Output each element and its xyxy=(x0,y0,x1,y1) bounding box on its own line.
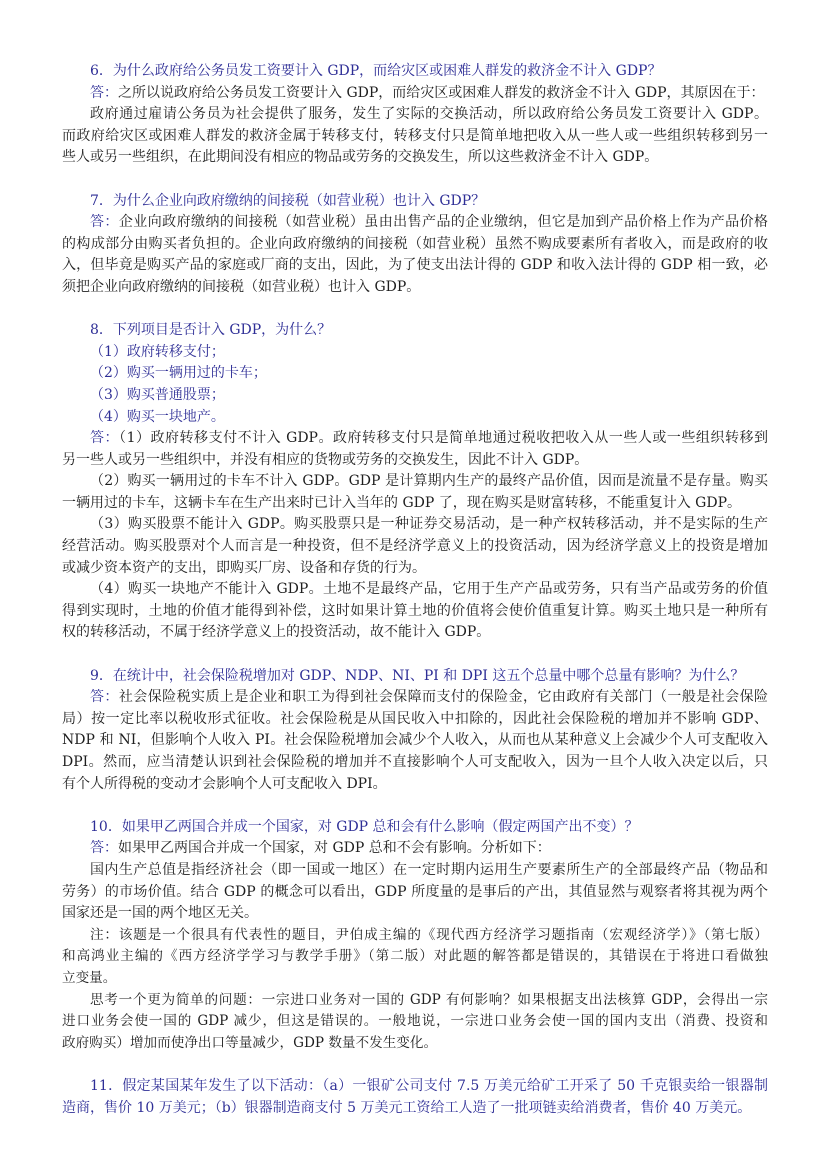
line-text: 进口业务会使一国的 GDP 减少，但这是错误的。一般地说，一宗进口业务会使一国的国内支出（消费、投资和 xyxy=(62,1013,768,1030)
answer-paragraph xyxy=(62,428,768,471)
line-text: 之所以说政府给公务员发工资要计入 GDP，而给灾区或困难人群发的救济金不计入 GDP，其原因在于： xyxy=(118,84,765,101)
text-line xyxy=(62,709,768,731)
line-text: DPI。然而，应当清楚认识到社会保险税的增加并不直接影响个人可支配收入，因为一旦个人收入决定以后，只 xyxy=(62,754,768,770)
text-line xyxy=(62,666,768,688)
line-text: 6．为什么政府给公务员发工资要计入 GDP，而给灾区或困难人群发的救济金不计入 GDP？ xyxy=(90,63,662,79)
line-text: 立变量。 xyxy=(62,969,117,986)
line-text: 7．为什么企业向政府缴纳的间接税（如营业税）也计入 GDP？ xyxy=(90,192,486,209)
text-line xyxy=(62,687,768,709)
line-text: 注：该题是一个很具有代表性的题目，尹伯成主编的《现代西方经济学习题指南（宏观经济学）》（第七版） xyxy=(90,926,768,943)
text-line xyxy=(62,234,768,256)
text-line xyxy=(62,968,768,990)
line-text: 入，但毕竟是购买产品的家庭或厂商的支出，因此，为了使支出法计得的 GDP 和收入法计得的 GDP 相一致，必 xyxy=(62,257,768,274)
text-line xyxy=(62,147,768,169)
answer-label: 答： xyxy=(90,430,120,447)
answer-paragraph xyxy=(62,514,768,579)
question-section xyxy=(62,1076,768,1119)
line-text: （1）政府转移支付不计入 GDP。政府转移支付只是简单地通过税收把收入从一些人或一些组织转移到 xyxy=(119,430,769,447)
line-text: 9．在统计中，社会保险税增加对 GDP、NDP、NI、PI 和 DPI 这五个总量中哪个总量有影响？为什么？ xyxy=(90,667,745,684)
question-section xyxy=(62,817,768,1055)
text-line xyxy=(62,385,768,407)
line-text: 须把企业向政府缴纳的间接税（如营业税）也计入 GDP。 xyxy=(62,278,421,295)
text-line xyxy=(62,860,768,882)
answer-label: 答： xyxy=(90,214,119,231)
text-line xyxy=(62,191,768,213)
question-text xyxy=(62,407,768,429)
text-line xyxy=(62,1076,768,1098)
answer-label: 答： xyxy=(90,689,119,706)
text-line xyxy=(62,817,768,839)
text-line xyxy=(62,493,768,515)
question-text xyxy=(62,342,768,364)
line-text: 劳务）的市场价值。结合 GDP 的概念可以看出，GDP 所度量的是事后的产出，其值显然与观察者将其视为两个 xyxy=(62,883,768,900)
answer-paragraph xyxy=(62,838,768,860)
question-text xyxy=(62,666,768,688)
line-text: 一辆用过的卡车，这辆卡车在生产出来时已计入当年的 GDP 了，现在购买是财富转移，不能重复计入 GDP。 xyxy=(62,494,742,511)
line-text: 而政府给灾区或困难人群发的救济金属于转移支付，转移支付只是简单地把收入从一些人或一些组织转移到另一 xyxy=(62,127,768,144)
line-text: 权的转移活动，不属于经济学意义上的投资活动，故不能计入 GDP。 xyxy=(62,624,491,641)
line-text: 造商，售价 10 万美元；（b）银器制造商支付 5 万美元工资给工人造了一批项链卖给消费者，售价 40 万美元。 xyxy=(62,1099,752,1116)
text-line xyxy=(62,601,768,623)
question-text xyxy=(62,61,768,83)
line-text: 另一些人或另一些组织中，并没有相应的货物或劳务的交换发生，因此不计入 GDP。 xyxy=(62,451,589,468)
text-line xyxy=(62,104,768,126)
line-text: 国家还是一国的两个地区无关。 xyxy=(62,905,258,922)
answer-paragraph xyxy=(62,83,768,105)
line-text: 企业向政府缴纳的间接税（如营业税）虽由出售产品的企业缴纳，但它是加到产品价格上作为产品价格 xyxy=(118,214,769,231)
text-line xyxy=(62,342,768,364)
text-line xyxy=(62,514,768,536)
line-text: 局）按一定比率以税收形式征收。社会保险税是从国民收入中扣除的，因此社会保险税的增加并不影响 GDP、 xyxy=(62,710,768,727)
text-line xyxy=(62,925,768,947)
question-text xyxy=(62,385,768,407)
text-line xyxy=(62,407,768,429)
document-page xyxy=(62,61,768,1141)
text-line xyxy=(62,255,768,277)
answer-paragraph xyxy=(62,471,768,514)
text-line xyxy=(62,212,768,234)
text-line xyxy=(62,471,768,493)
question-text xyxy=(62,363,768,385)
text-line xyxy=(62,1011,768,1033)
line-text: 如果甲乙两国合并成一个国家，对 GDP 总和不会有影响。分析如下： xyxy=(118,840,551,857)
question-section xyxy=(62,61,768,169)
line-text: 有个人所得税的变动才会影响个人可支配收入 DPI。 xyxy=(62,775,387,792)
line-text: 8．下列项目是否计入 GDP，为什么？ xyxy=(90,322,332,339)
line-text: 些人或另一些组织，在此期间没有相应的物品或劳务的交换发生，所以这些救济金不计入 GDP。 xyxy=(62,149,659,166)
line-text: 经营活动。购买股票对个人而言是一种投资，但不是经济学意义上的投资活动，因为经济学意义上的投资是增加 xyxy=(62,538,768,555)
line-text: （3）购买股票不能计入 GDP。购买股票只是一种证券交易活动，是一种产权转移活动，并不是实际的生产 xyxy=(90,516,768,533)
text-line xyxy=(62,1033,768,1055)
text-line xyxy=(62,1098,768,1120)
text-line xyxy=(62,277,768,299)
answer-label: 答： xyxy=(90,840,118,857)
text-line xyxy=(62,61,768,83)
question-text xyxy=(62,817,768,839)
line-text: （4）购买一块地产不能计入 GDP。土地不是最终产品，它用于生产产品或劳务，只有当产品或劳务的价值 xyxy=(90,581,768,598)
line-text: 思考一个更为简单的问题：一宗进口业务对一国的 GDP 有何影响？如果根据支出法核算 GDP，会得出一宗 xyxy=(90,991,768,1008)
text-line xyxy=(62,730,768,752)
answer-paragraph xyxy=(62,104,768,169)
text-line xyxy=(62,363,768,385)
note-paragraph xyxy=(62,925,768,990)
line-text: 得到实现时，土地的价值才能得到补偿，这时如果计算土地的价值将会使价值重复计算。购买土地只是一种所有 xyxy=(62,602,768,619)
line-text: （3）购买普通股票； xyxy=(90,386,225,403)
line-text: 或减少资本资产的支出，即购买厂房、设备和存货的行为。 xyxy=(62,559,426,576)
line-text: 11．假定某国某年发生了以下活动：（a）一银矿公司支付 7.5 万美元给矿工开采了 50 千克银卖给一银器制 xyxy=(90,1077,768,1094)
text-line xyxy=(62,126,768,148)
line-text: 10．如果甲乙两国合并成一个国家，对 GDP 总和会有什么影响（假定两国产出不变）？ xyxy=(90,818,639,835)
answer-paragraph xyxy=(62,579,768,644)
text-line xyxy=(62,83,768,105)
text-line xyxy=(62,579,768,601)
answer-paragraph xyxy=(62,860,768,925)
text-line xyxy=(62,838,768,860)
text-line xyxy=(62,536,768,558)
question-text xyxy=(62,1076,768,1119)
question-text xyxy=(62,320,768,342)
line-text: 政府购买）增加而使净出口等量减少，GDP 数量不发生变化。 xyxy=(62,1034,438,1051)
answer-label: 答： xyxy=(90,84,118,101)
question-section xyxy=(62,320,768,644)
text-line xyxy=(62,752,768,774)
line-text: NDP 和 NI，但影响个人收入 PI。社会保险税增加会减少个人收入，从而也从某种意义上会减少个人可支配收入 xyxy=(62,732,768,749)
line-text: （2）购买一辆用过的卡车不计入 GDP。GDP 是计算期内生产的最终产品价值，因而是流量不是存量。购买 xyxy=(90,473,768,490)
text-line xyxy=(62,990,768,1012)
question-text xyxy=(62,191,768,213)
note-paragraph xyxy=(62,990,768,1055)
text-line xyxy=(62,558,768,580)
text-line xyxy=(62,428,768,450)
line-text: 和高鸿业主编的《西方经济学学习与教学手册》（第二版）对此题的解答都是错误的，其错误在于将进口看做独 xyxy=(62,948,768,965)
line-text: 的构成部分由购买者负担的。企业向政府缴纳的间接税（如营业税）虽然不购成要素所有者收入，而是政府的收 xyxy=(62,235,768,252)
question-section xyxy=(62,191,768,299)
line-text: （1）政府转移支付； xyxy=(90,343,225,360)
text-line xyxy=(62,320,768,342)
line-text: 政府通过雇请公务员为社会提供了服务，发生了实际的交换活动，所以政府给公务员发工资要计入 GDP。 xyxy=(90,106,768,123)
text-line xyxy=(62,450,768,472)
line-text: 社会保险税实质上是企业和职工为得到社会保障而支付的保险金，它由政府有关部门（一般是社会保险 xyxy=(118,689,769,706)
text-line xyxy=(62,882,768,904)
text-line xyxy=(62,903,768,925)
text-line xyxy=(62,946,768,968)
answer-paragraph xyxy=(62,687,768,795)
line-text: （2）购买一辆用过的卡车； xyxy=(90,365,267,382)
text-line xyxy=(62,774,768,796)
answer-paragraph xyxy=(62,212,768,298)
line-text: （4）购买一块地产。 xyxy=(90,408,225,425)
question-section xyxy=(62,666,768,796)
text-line xyxy=(62,622,768,644)
line-text: 国内生产总值是指经济社会（即一国或一地区）在一定时期内运用生产要素所生产的全部最终产品（物品和 xyxy=(90,861,768,878)
